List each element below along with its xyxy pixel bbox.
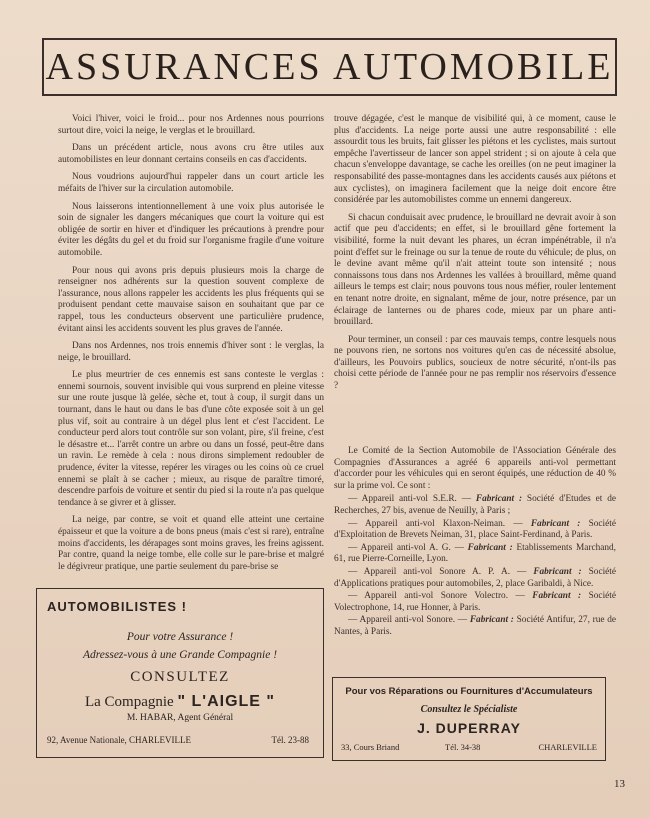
page-title: ASSURANCES AUTOMOBILE [45,46,614,88]
ad-address: 33, Cours Briand [341,742,400,752]
article-paragraph: Dans un précédent article, nous avons cru être utiles aux automobilistes en leur donnant certains conseils en cas d'accidents. [58,143,324,165]
antivol-item: — Appareil anti-vol Sonore. — Fabricant : Société Antifur, 27, rue de Nantes, à Paris. [334,615,616,637]
ad-city: CHARLEVILLE [538,742,597,752]
article-left-column [58,114,324,579]
ad-header: AUTOMOBILISTES ! [47,599,187,614]
antivol-notice [334,446,616,640]
article-paragraph: Le plus meurtrier de ces ennemis est sans conteste le verglas : ennemi sournois, souvent invisible qui vous surprend en pleine vitesse sur une route jusque là gelée, sèche et, tout à coup, il surgit dans un tournant, dans le haut ou dans le bas d'une côte exposée soit à un gel plus vif, soit au contraire à un dégel plus lent et c'est l'accident. Le conducteur perd alors tout contrôle sur son volant, pire, s'il freine, c'est le désastre et... l'arrêt contre un arbre ou dans un fossé, peut-être dans un ravin. Le remède à cela : nous dirons simplement redoubler de prudence, éviter la vitesse, repérer les virages ou les coins où ce cruel ennemi se plaît à se cacher ; mieux, au risque de paraître timoré, descendre parfois de voiture et sentir du pied si la route n'a pas quelque tendance à se givrer et à glisser. [58,370,324,508]
article-paragraph: Pour nous qui avons pris depuis plusieurs mois la charge de renseigner nos adhérents sur la question souvent complexe de l'assurance, nous allons rappeler les accidents les plus fréquents qui se produisent pendant cette mauvaise saison en souhaitant que par ce rappel, tous les conducteurs observent une particulière prudence, évitant ainsi les accidents souvent les plus graves de l'année. [58,265,324,334]
ad-company-name: " L'AIGLE " [177,693,275,710]
antivol-item: — Appareil anti-vol Klaxon-Neiman. — Fabricant : Société d'Exploitation de Brevets Neiman, 31, place Saint-Ferdinand, à Paris. [334,518,616,541]
antivol-item: — Appareil anti-vol A. G. — Fabricant : Etablissements Marchand, 61, rue Pierre-Corneille, Lyon. [334,542,616,565]
ad-line: CONSULTEZ [130,669,230,685]
article-paragraph: Voici l'hiver, voici le froid... pour nos Ardennes nous pourrions surtout dire, voici la neige, le verglas et le brouillard. [58,114,324,136]
ad-phone: Tél. 23-88 [271,735,309,745]
ad-phone: Tél. 34-38 [445,742,481,752]
article-paragraph: Nous laisserons intentionnellement à une voix plus autorisée le soin de signaler les dangers mécaniques que court la voiture qui est obligée de sortir en hiver et d'indiquer les précautions à prendre pour éviter les dégâts du gel et du froid sur l'organisme fragile d'une voiture automobile. [58,201,324,258]
duperray-advertisement [332,677,606,761]
ad-line: Adressez-vous à une Grande Compagnie ! [82,649,278,661]
ad-line: Consultez le Spécialiste [420,704,518,715]
antivol-intro: Le Comité de la Section Automobile de l'Association Générale des Compagnies d'Assurances a agréé 6 appareils anti-vol permettant d'accorder pour les véhicules qui en seront équipés, une réduction de 40 % sur la prime vol. Ce sont : [334,446,616,491]
title-frame [42,38,617,96]
page-number: 13 [614,778,625,790]
antivol-item: — Appareil anti-vol S.E.R. — Fabricant : Société d'Etudes et de Recherches, 27 bis, avenue de Neuilly, à Paris ; [334,494,616,516]
article-paragraph: trouve dégagée, c'est le manque de visibilité qui, à ce moment, cause le plus d'accidents. La neige porte aussi une autre responsabilité : elle assourdit tous les bruits, fait glisser les piétons et les cyclistes, mais surtout empêche l'avertisseur de lancer son appel strident ; si on ajoute à cela que chacun s'enveloppe davantage, se cache les oreilles (on ne peut imaginer la responsabilité des passe-montagnes dans les accidents causés aux piétons et aux cyclistes), on imaginera facilement que la neige doit encore être considérée par les automobilistes comme un ennemi dangereux. [334,114,616,206]
article-paragraph: La neige, par contre, se voit et quand elle atteint une certaine épaisseur et que la voiture a de bons pneus (mais c'est si rare), entraîne moins d'accidents, les dérapages sont moins graves, les freins agissent. Par contre, quand la neige tombe, elle colle sur le pare-brise et malgré le dégivreur pratique, une partie seulement du pare-brise se [58,515,324,572]
article-right-column [334,114,616,399]
ad-address: 92, Avenue Nationale, CHARLEVILLE [47,735,192,745]
ad-line: Pour vos Réparations ou Fournitures d'Accumulateurs [345,686,593,697]
article-paragraph: Nous voudrions aujourd'hui rappeler dans un court article les méfaits de l'hiver sur la circulation automobile. [58,172,324,194]
ad-company-name: J. DUPERRAY [417,720,521,736]
article-paragraph: Pour terminer, un conseil : par ces mauvais temps, contre lesquels nous ne pouvons rien, ne sortons nos voitures qu'en cas de nécessité absolue, d'ailleurs, les Pouvoirs publics, soucieux de notre sécurité, n'ont-ils pas choisi cette période de l'année pour ne pas remplir nos réservoirs d'essence ? [334,334,616,392]
ad-agent: M. HABAR, Agent Général [126,713,234,723]
ad-line: Pour votre Assurance ! [126,631,234,643]
aigle-advertisement [36,588,324,758]
antivol-item: — Appareil anti-vol Sonore A. P. A. — Fabricant : Société d'Applications pratiques pour automobiles, 2, place Garibaldi, à Nice. [334,566,616,589]
ad-company-line: La Compagnie " L'AIGLE " [84,693,275,710]
antivol-item: — Appareil anti-vol Sonore Volectro. — Fabricant : Société Volectrophone, 14, rue Honner, à Paris. [334,591,616,613]
article-paragraph: Si chacun conduisait avec prudence, le brouillard ne devrait avoir à son actif que peu d'accidents; en effet, si le brouillard gêne fortement la visibilité, forme la nuit devant les phares, un écran impénétrable, il n'a point d'effet sur le freinage ou sur la tenue de route du véhicule; de plus, on le devine avant même qu'il n'ait atteint toute son intensité ; nous connaissons tous dans nos Ardennes les vallées à brouillard, même quand ailleurs le temps est clair; nous pouvons tous nous méfier, rouler lentement en tenant notre droite, en signalant, même de jour, notre présence, par un éclairage de lanternes ou de phares code, mieux par un phare anti-brouillard. [334,212,616,328]
article-paragraph: Dans nos Ardennes, nos trois ennemis d'hiver sont : le verglas, la neige, le brouillard. [58,341,324,363]
